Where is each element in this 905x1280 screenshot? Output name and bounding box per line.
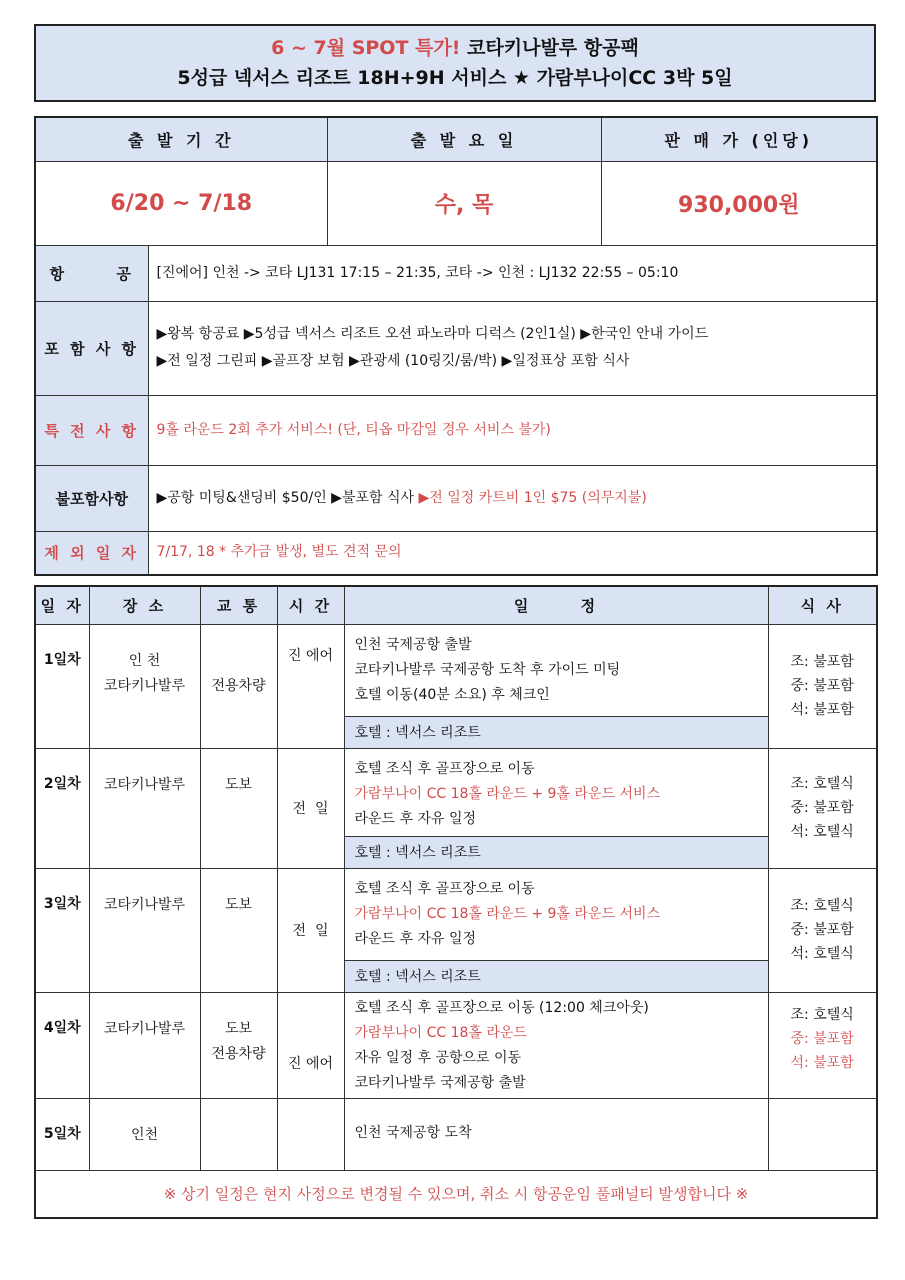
- included-row: [35, 301, 877, 395]
- benefit-value: 9홀 라운드 2회 추가 서비스! (단, 티옵 마감일 경우 서비스 불가): [148, 395, 877, 465]
- day-label: 2일차: [35, 748, 89, 868]
- plan: [344, 1098, 768, 1170]
- col-schedule: 일 정: [344, 586, 768, 624]
- benefit-row: [35, 395, 877, 465]
- meal-lunch: 중: 불포함: [790, 1030, 854, 1047]
- blackout-row: [35, 531, 877, 575]
- package-name: 코타키나발루 항공팩: [460, 37, 639, 59]
- itinerary-table: [34, 585, 878, 1219]
- itinerary-header-row: [35, 586, 877, 624]
- col-time: 시 간: [277, 586, 344, 624]
- meals: [768, 624, 877, 748]
- time: 진 에어: [277, 624, 344, 748]
- info-values-row: [35, 161, 877, 245]
- place: 코타키나발루: [89, 868, 200, 992]
- meal-breakfast: 조: 불포함: [790, 654, 854, 670]
- place: 코타키나발루: [89, 748, 200, 868]
- plan-line: 라운드 후 자유 일정: [354, 930, 477, 947]
- place: 코타키나발루: [89, 992, 200, 1098]
- itinerary-row-day-1: [35, 624, 877, 716]
- title-banner: [34, 24, 876, 102]
- plan-line: 호텔 조식 후 골프장으로 이동 (12:00 체크아웃): [354, 999, 649, 1016]
- time: 진 에어: [277, 992, 344, 1098]
- meals: [768, 748, 877, 868]
- meal-dinner: 석: 불포함: [790, 1054, 854, 1071]
- blackout-value: 7/17, 18 * 추가금 발생, 별도 견적 문의: [148, 531, 877, 575]
- col-place: 장 소: [89, 586, 200, 624]
- meal-breakfast: 조: 호텔식: [790, 1006, 854, 1023]
- meal-dinner: 석: 호텔식: [790, 824, 854, 840]
- transport: 도보: [200, 748, 277, 868]
- departure-period-value: 6/20 ~ 7/18: [35, 161, 327, 245]
- hotel: 호텔 : 넥서스 리조트: [344, 716, 768, 748]
- package-info-table: [34, 116, 878, 576]
- meal-lunch: 중: 불포함: [790, 922, 854, 938]
- flight-value: [진에어] 인천 -> 코타 LJ131 17:15 – 21:35, 코타 -> 인천 : LJ132 22:55 – 05:10: [148, 245, 877, 301]
- meal-dinner: 석: 호텔식: [790, 946, 854, 962]
- plan-line: 코타키나발루 국제공항 출발: [354, 1074, 526, 1091]
- time: 전 일: [277, 868, 344, 992]
- col-day: 일 자: [35, 586, 89, 624]
- plan-line-golf: 가람부나이 CC 18홀 라운드 + 9홀 라운드 서비스: [354, 785, 661, 802]
- col-transport: 교 통: [200, 586, 277, 624]
- plan-line: 호텔 이동(40분 소요) 후 체크인: [354, 686, 550, 703]
- plan-line: 인천 국제공항 도착: [354, 1124, 472, 1141]
- excluded-label: 불포함사항: [35, 465, 148, 531]
- place: [89, 624, 200, 748]
- transport: [200, 992, 277, 1098]
- transport-line: 도보: [224, 1020, 253, 1037]
- plan-line: 인천 국제공항 출발: [354, 636, 472, 653]
- included-line-1: ▶왕복 항공료 ▶5성급 넥서스 리조트 오션 파노라마 디럭스 (2인1실) ▶한국인 안내 가이드: [156, 326, 709, 342]
- itinerary-row-day-2: [35, 748, 877, 836]
- meal-breakfast: 조: 호텔식: [790, 776, 854, 792]
- meal-breakfast: 조: 호텔식: [790, 898, 854, 914]
- header-price: 판 매 가 (인당): [601, 117, 877, 161]
- included-label: 포 함 사 항: [35, 301, 148, 395]
- meal-dinner: 석: 불포함: [790, 702, 854, 718]
- place-line: 인 천: [128, 652, 161, 669]
- day-label: 3일차: [35, 868, 89, 992]
- col-meals: 식 사: [768, 586, 877, 624]
- time: [277, 1098, 344, 1170]
- excluded-cart-fee: ▶전 일정 카트비 1인 $75 (의무지불): [418, 489, 647, 506]
- title-line-1: [271, 33, 639, 63]
- transport: [200, 1098, 277, 1170]
- header-departure-period: 출 발 기 간: [35, 117, 327, 161]
- meal-lunch: 중: 불포함: [790, 678, 854, 694]
- hotel: 호텔 : 넥서스 리조트: [344, 836, 768, 868]
- transport-line: 전용차량: [211, 1045, 266, 1062]
- plan-line: 호텔 조식 후 골프장으로 이동: [354, 880, 535, 897]
- place-line: 코타키나발루: [103, 677, 186, 694]
- plan-line-golf: 가람부나이 CC 18홀 라운드: [354, 1024, 527, 1041]
- plan: [344, 868, 768, 960]
- header-departure-days: 출 발 요 일: [327, 117, 601, 161]
- day-label: 4일차: [35, 992, 89, 1098]
- meals: [768, 1098, 877, 1170]
- meals: [768, 992, 877, 1098]
- benefit-label: 특 전 사 항: [35, 395, 148, 465]
- itinerary-row-day-3: [35, 868, 877, 960]
- included-line-2: ▶전 일정 그린피 ▶골프장 보험 ▶관광세 (10링깃/룸/박) ▶일정표상 포함 식사: [156, 353, 630, 369]
- itinerary-row-day-4: [35, 992, 877, 1098]
- blackout-label: 제 외 일 자: [35, 531, 148, 575]
- transport: 도보: [200, 868, 277, 992]
- plan-line: 라운드 후 자유 일정: [354, 810, 477, 827]
- excluded-row: [35, 465, 877, 531]
- plan-line-golf: 가람부나이 CC 18홀 라운드 + 9홀 라운드 서비스: [354, 905, 661, 922]
- meal-lunch: 중: 불포함: [790, 800, 854, 816]
- price-value: 930,000원: [601, 161, 877, 245]
- departure-days-value: 수, 목: [327, 161, 601, 245]
- info-header-row: [35, 117, 877, 161]
- footer-row: [35, 1170, 877, 1218]
- plan-line: 호텔 조식 후 골프장으로 이동: [354, 760, 535, 777]
- transport: 전용차량: [200, 624, 277, 748]
- itinerary-row-day-5: [35, 1098, 877, 1170]
- flight-label: 항 공: [35, 245, 148, 301]
- day-label: 1일차: [35, 624, 89, 748]
- plan-line: 자유 일정 후 공항으로 이동: [354, 1049, 522, 1066]
- plan: [344, 748, 768, 836]
- promo-label: 6 ~ 7월 SPOT 특가!: [271, 37, 461, 59]
- excluded-items: ▶공항 미팅&샌딩비 $50/인 ▶불포함 식사: [156, 489, 419, 506]
- meals: [768, 868, 877, 992]
- flight-row: [35, 245, 877, 301]
- plan: [344, 624, 768, 716]
- place: 인천: [89, 1098, 200, 1170]
- plan-line: 코타키나발루 국제공항 도착 후 가이드 미팅: [354, 661, 621, 678]
- title-line-2: 5성급 넥서스 리조트 18H+9H 서비스 ★ 가람부나이CC 3박 5일: [177, 67, 733, 89]
- hotel: 호텔 : 넥서스 리조트: [344, 960, 768, 992]
- excluded-value: [148, 465, 877, 531]
- day-label: 5일차: [35, 1098, 89, 1170]
- plan: [344, 992, 768, 1098]
- cancellation-notice: ※ 상기 일정은 현지 사정으로 변경될 수 있으며, 취소 시 항공운임 풀패널티 발생합니다 ※: [35, 1170, 877, 1218]
- time: 전 일: [277, 748, 344, 868]
- included-value: [148, 301, 877, 395]
